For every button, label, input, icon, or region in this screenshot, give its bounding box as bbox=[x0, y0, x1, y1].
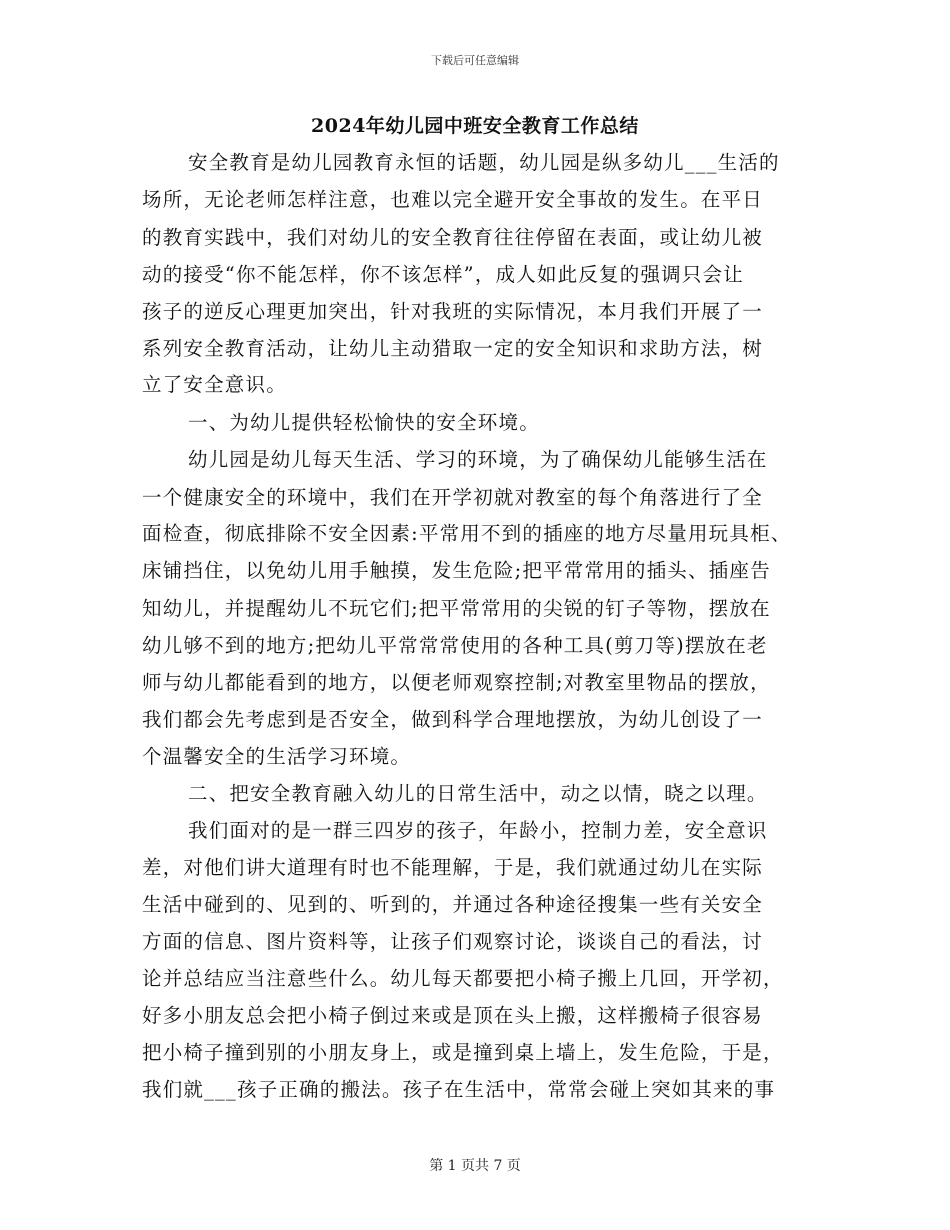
paragraph-line: 生活中碰到的、见到的、听到的，并通过各种途径搜集一些有关安全 bbox=[142, 893, 764, 916]
paragraph-line: 动的接受“你不能怎样，你不该怎样”，成人如此反复的强调只会让 bbox=[142, 263, 744, 286]
paragraph-line: 床铺挡住，以免幼儿用手触摸，发生危险;把平常常用的插头、插座告 bbox=[142, 559, 771, 582]
paragraph-line: 面检查，彻底排除不安全因素:平常用不到的插座的地方尽量用玩具柜、 bbox=[142, 522, 792, 545]
document-title: 2024年幼儿园中班安全教育工作总结 bbox=[311, 115, 639, 137]
paragraph-line: 论并总结应当注意些什么。幼儿每天都要把小椅子搬上几回，开学初， bbox=[142, 967, 784, 990]
paragraph-line: 场所，无论老师怎样注意，也难以完全避开安全事故的发生。在平日 bbox=[142, 188, 764, 211]
header-note: 下载后可任意编辑 bbox=[431, 54, 519, 67]
paragraph-line: 知幼儿，并提醒幼儿不玩它们;把平常常用的尖锐的钉子等物，摆放在 bbox=[142, 597, 771, 620]
paragraph-line: 一个健康安全的环境中，我们在开学初就对教室的每个角落进行了全 bbox=[142, 486, 764, 509]
paragraph-line: 方面的信息、图片资料等，让孩子们观察讨论，谈谈自己的看法，讨 bbox=[142, 930, 764, 953]
paragraph-line: 我们就___孩子正确的搬法。孩子在生活中，常常会碰上突如其来的事 bbox=[142, 1078, 776, 1101]
section-heading: 一、为幼儿提供轻松愉快的安全环境。 bbox=[188, 411, 540, 434]
paragraph-line: 我们都会先考虑到是否安全，做到科学合理地摆放，为幼儿创设了一 bbox=[142, 708, 764, 731]
paragraph-line: 差，对他们讲大道理有时也不能理解，于是，我们就通过幼儿在实际 bbox=[142, 856, 764, 879]
paragraph-line: 孩子的逆反心理更加突出，针对我班的实际情况，本月我们开展了一 bbox=[142, 300, 764, 323]
section-heading: 二、把安全教育融入幼儿的日常生活中，动之以情，晓之以理。 bbox=[188, 782, 768, 805]
paragraph-line: 幼儿够不到的地方;把幼儿平常常常使用的各种工具(剪刀等)摆放在老 bbox=[142, 634, 768, 657]
paragraph-line: 个温馨安全的生活学习环境。 bbox=[142, 745, 412, 768]
paragraph-line: 安全教育是幼儿园教育永恒的话题，幼儿园是纵多幼儿___生活的 bbox=[188, 151, 780, 174]
page-number: 第 1 页共 7 页 bbox=[429, 1158, 521, 1174]
paragraph-line: 把小椅子撞到别的小朋友身上，或是撞到桌上墙上，发生危险，于是， bbox=[142, 1041, 784, 1064]
paragraph-line: 好多小朋友总会把小椅子倒过来或是顶在头上搬，这样搬椅子很容易 bbox=[142, 1004, 764, 1027]
paragraph-line: 我们面对的是一群三四岁的孩子，年龄小，控制力差，安全意识 bbox=[188, 819, 768, 842]
paragraph-line: 立了安全意识。 bbox=[142, 373, 287, 396]
paragraph-line: 幼儿园是幼儿每天生活、学习的环境，为了确保幼儿能够生活在 bbox=[188, 448, 768, 471]
paragraph-line: 的教育实践中，我们对幼儿的安全教育往往停留在表面，或让幼儿被 bbox=[142, 226, 764, 249]
paragraph-line: 师与幼儿都能看到的地方，以便老师观察控制;对教室里物品的摆放， bbox=[142, 671, 771, 694]
paragraph-line: 系列安全教育活动，让幼儿主动猎取一定的安全知识和求助方法，树 bbox=[142, 337, 764, 360]
